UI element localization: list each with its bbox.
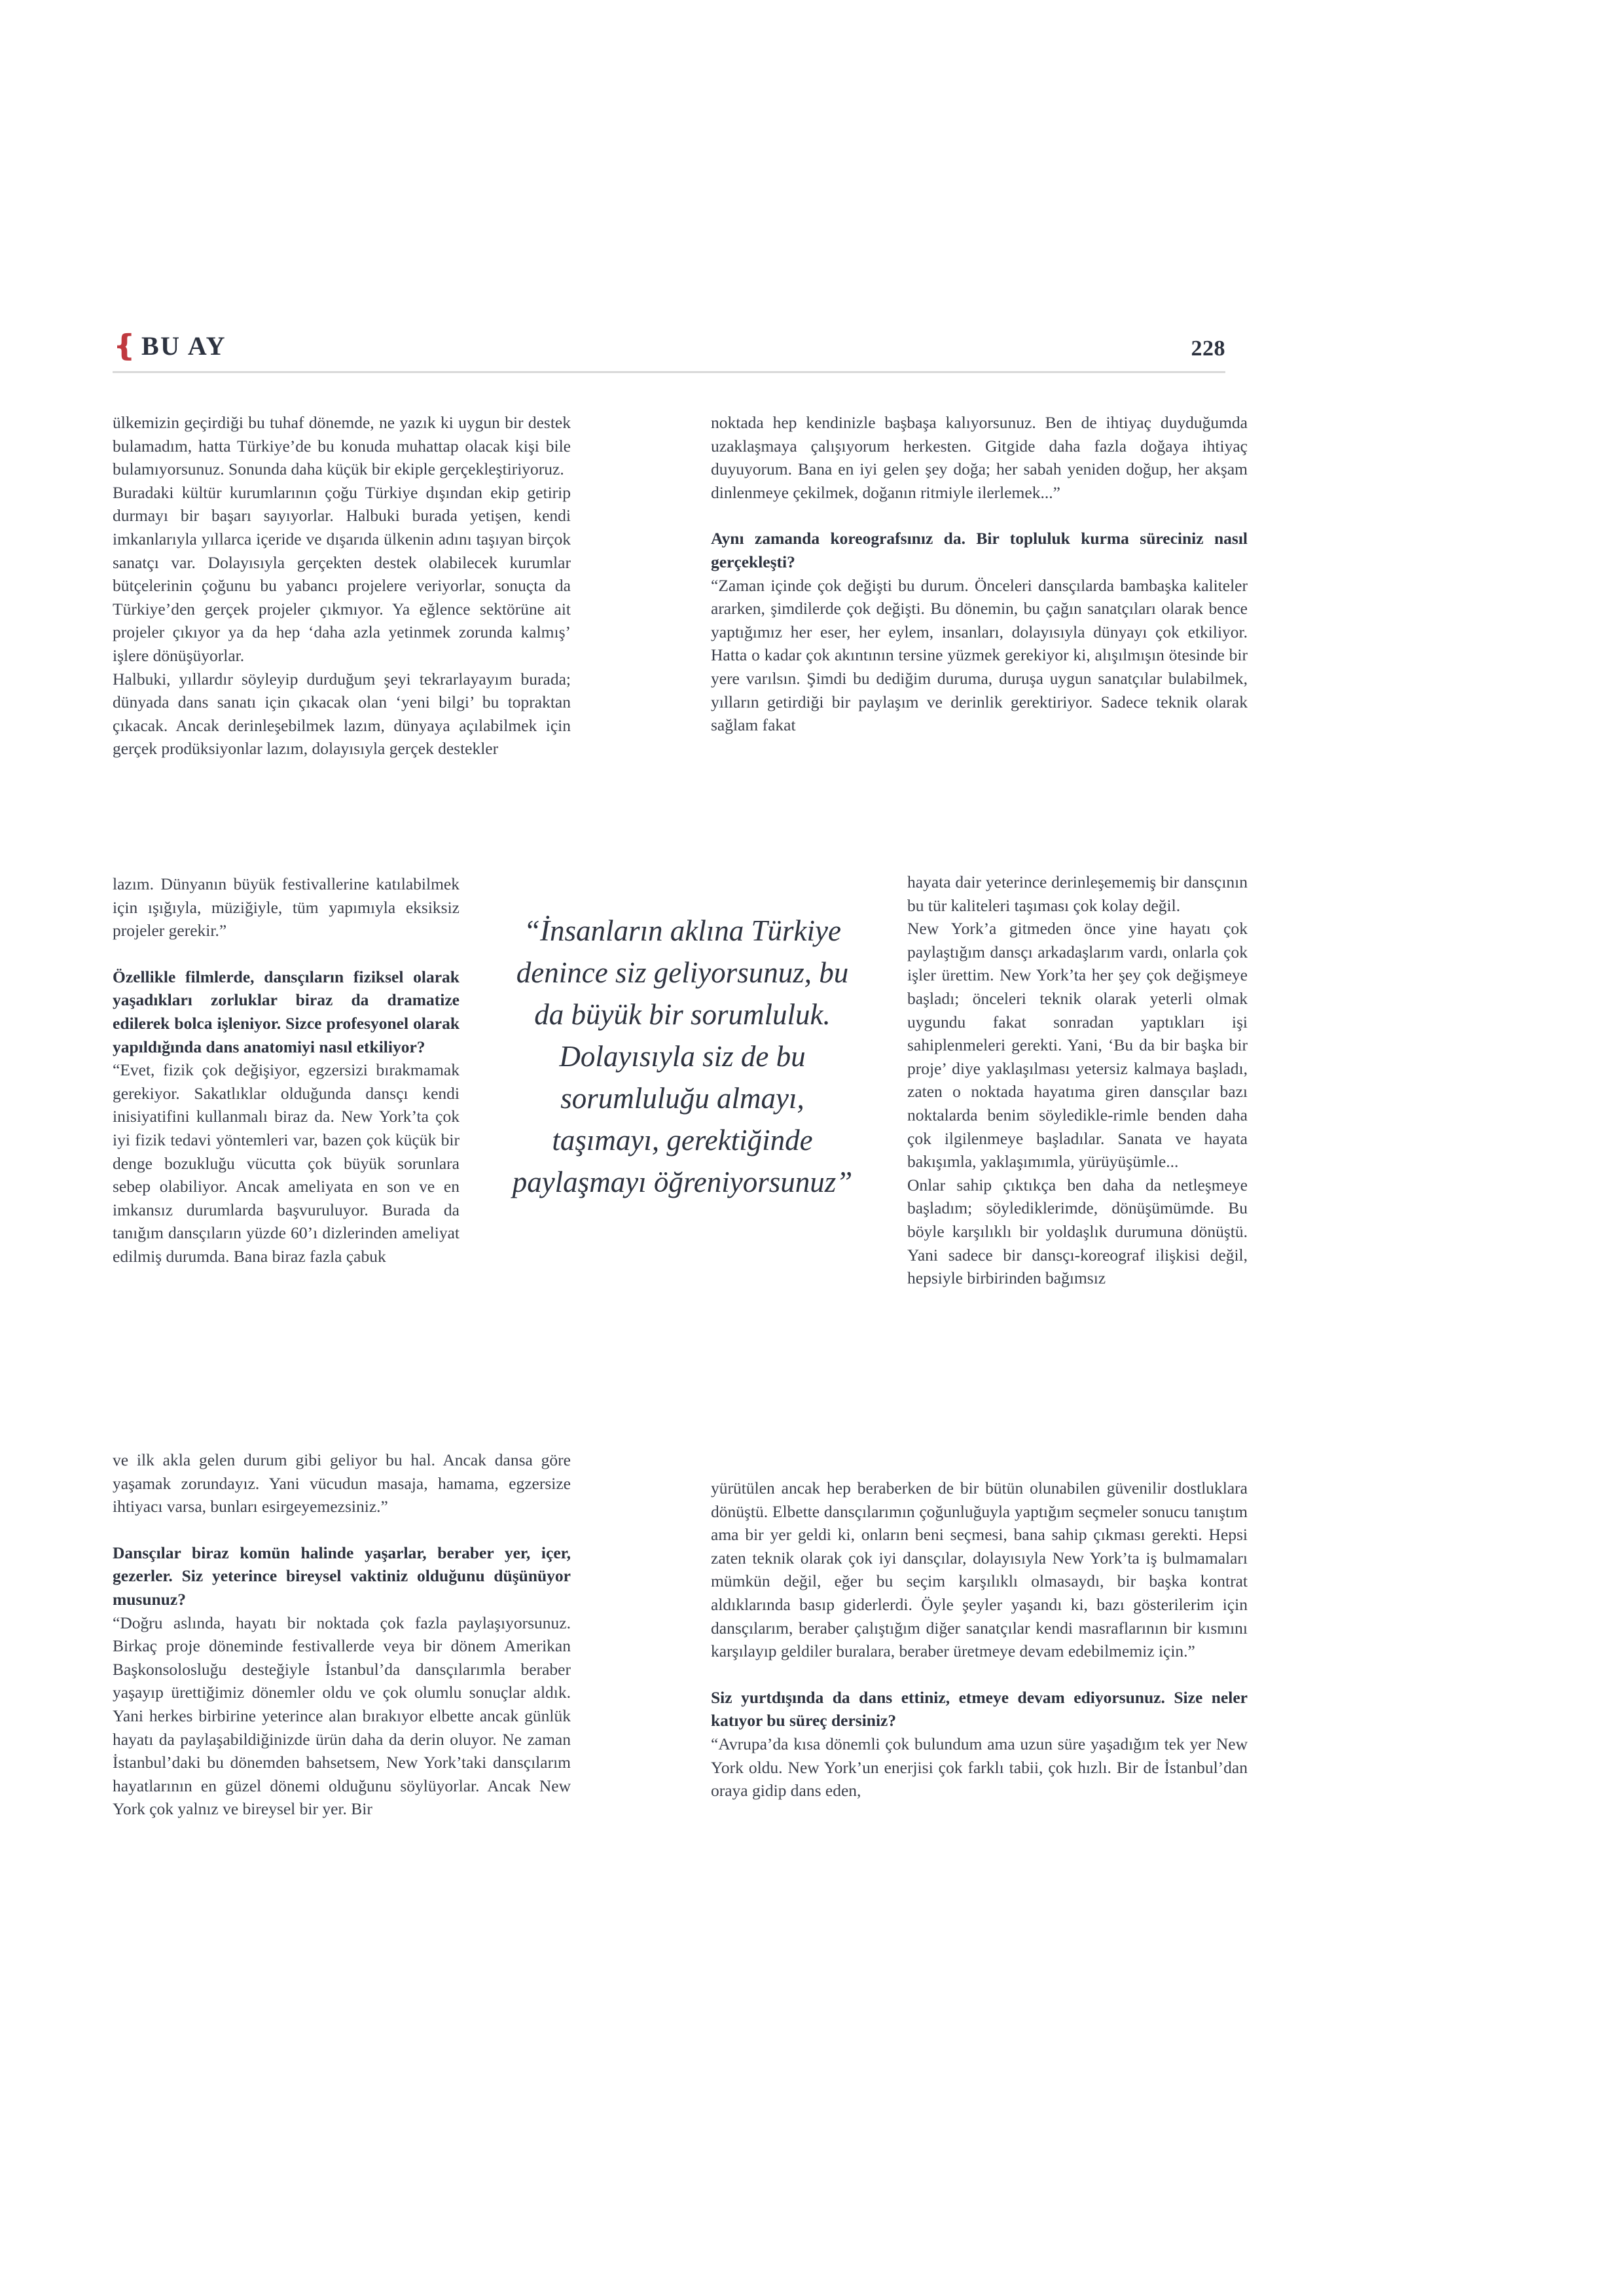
left-column-top [113,411,571,761]
left-column-bottom [113,1448,571,1821]
paragraph: ve ilk akla gelen durum gibi geliyor bu hal. Ancak dansa göre yaşamak zorundayız. Yani vücudun masaja, hamama, egzersize ihtiyacı varsa, bunları esirgeyemezsiniz.” [113,1450,571,1516]
paragraph: “Avrupa’da kısa dönemli çok bulundum ama uzun süre yaşadığım tek yer New York oldu. New York’un enerjisi çok farklı tabii, çok hızlı. Bir de İstanbul’dan oraya gidip dans eden, [711,1734,1248,1801]
paragraph: lazım. Dünyanın büyük festivallerine katılabilmek için ışığıyla, müziğiyle, tüm yapımıyla eksiksiz projeler gerekir.” [113,874,460,941]
paragraph: noktada hep kendinizle başbaşa kalıyorsunuz. Ben de ihtiyaç duyduğumda uzaklaşmaya çalışıyorum herkesten. Gitgide daha fazla doğaya ihtiyaç duyuyorum. Bana en iyi gelen şey doğa; her sabah yeniden doğup, her akşam dinlenmeye çekilmek, doğanın ritmiyle ilerlemek...” [711,413,1248,502]
paragraph: Halbuki, yıllardır söyleyip durduğum şeyi tekrarlayayım burada; dünyada dans sanatı için çıkacak olan ‘yeni bilgi’ bu topraktan çıkacak. Ancak derinleşebilmek lazım, dünyaya açılabilmek için gerçek prodüksiyonlar lazım, dolayısıyla gerçek destekler [113,669,571,759]
interview-question: Siz yurtdışında da dans ettiniz, etmeye devam ediyorsunuz. Size neler katıyor bu süreç dersiniz? [711,1687,1248,1731]
right-column-top [711,411,1248,737]
paragraph: “Doğru aslında, hayatı bir noktada çok fazla paylaşıyorsunuz. Birkaç proje döneminde festivallerde veya bir dönem Amerikan Başkonsolosluğu desteğiyle İstanbul’da dansçılarımla beraber yaşayıp ürettiğimiz dönemler oldu ve çok olumlu sonuçlar aldık. Yani herkes birbirine yeterince alan bırakıyor elbette ancak günlük hayatı da paylaşabildiğinizde ürün daha da derin oluyor. Ne zaman İstanbul’daki bu dönemden bahsetsem, New York’taki dansçılarım hayatlarının en güzel dönemi olduğunu söylüyorlar. Ancak New York çok yalnız ve bireysel bir yer. Bir [113,1613,571,1819]
paragraph: “Evet, fizik çok değişiyor, egzersizi bırakmamak gerekiyor. Sakatlıklar olduğunda dansçı kendi inisiyatifini kullanmalı biraz da. New York’ta çok iyi fizik tedavi yöntemleri var, bazen çok küçük bir denge bozukluğu vücutta çok büyük sorunlara sebep olabiliyor. Ancak ameliyata en son ve en imkansız durumlarda başvuruluyor. Burada da tanığım dansçıların yüzde 60’ı dizlerinden ameliyat edilmiş durumda. Bana biraz fazla çabuk [113,1060,460,1266]
page-number: 228 [1191,336,1225,361]
interview-question: Dansçılar biraz komün halinde yaşarlar, beraber yer, içer, gezerler. Siz yeterince bireysel vaktiniz olduğunu düşünüyor musunuz? [113,1543,571,1609]
interview-question: Özellikle filmlerde, dansçıların fiziksel olarak yaşadıkları zorluklar biraz da dramatize edilerek bolca işleniyor. Sizce profesyonel olarak yapıldığında dans anatomiyi nasıl etkiliyor? [113,967,460,1056]
paragraph: “Zaman içinde çok değişti bu durum. Önceleri dansçılarda bambaşka kaliteler ararken, şimdilerde çok değişti. Bu dönemin, bu çağın sanatçıları olarak bence yaptığımız her eser, her eylem, insanları, dolayısıyla dünyayı çok etkiliyor. Hatta o kadar çok akıntının tersine yüzmek gerekiyor ki, alışılmışın ötesinde bir yere varılsın. Şimdi bu dediğim duruma, duruşa uygun sanatçılar bulabilmek, yılların getirdiği bir paylaşım ve derinlik gerektiriyor. Sadece teknik olarak sağlam fakat [711,575,1248,735]
brand-drop-icon: ❴ [113,329,137,362]
paragraph: yürütülen ancak hep beraberken de bir bütün olunabilen güvenilir dostluklara dönüştü. Elbette dansçılarımın çoğunluğuyla yaptığım seçmeler sonucu tanıştım ama bir yer geldi ki, onların beni seçmesi, bana sahip çıkması gerekti. Hepsi zaten teknik olarak çok iyi dansçılar, dolayısıyla New York’ta iş bulmamaları mümkün değil, eğer bu seçim karşılıklı olmasaydı, bir başka kontrat aldıklarında basıp giderlerdi. Öyle şeyler yaşandı ki, bazı gösterilerim için dansçılarım, beraber çalıştığım diğer sanatçılar kendi masraflarının bir kısmını karşılayıp geldiler buralara, beraber üretmeye devam edebilmemiz için.” [711,1479,1248,1661]
paragraph: New York’a gitmeden önce yine hayatı çok paylaştığım dansçı arkadaşlarım vardı, onlarla çok işler ürettim. New York’ta her şey çok değişmeye başladı; önceleri teknik olarak yeterli olmak uygundu fakat sonradan yaptıkları işi sahiplenmeleri gerekti. Yani, ‘Bu da bir başka bir proje’ diye yaklaşılması yetersiz kalmaya başladı, zaten o noktada hayatıma giren dansçılar bazı noktalarda benim söyledikle-rimle benden daha çok ilgilenmeye başladılar. Sanata ve hayata bakışımla, yaklaşımımla, yürüyüşümle... [907,919,1248,1172]
right-column-bottom [711,1477,1248,1803]
paragraph: Onlar sahip çıktıkça ben daha da netleşmeye başladım; söylediklerimde, dönüşümümde. Bu böyle karşılıklı bir yoldaşlık durumuna dönüştü. Yani sadece bir dansçı-koreograf ilişkisi değil, hepsiyle birbirinden bağımsız [907,1175,1248,1288]
right-column-narrow [907,870,1248,1290]
paragraph: ülkemizin geçirdiği bu tuhaf dönemde, ne yazık ki uygun bir destek bulamadım, hatta Türkiye’de bu konuda muhattap olacak kişi bile bulamıyorsunuz. Sonunda daha küçük bir ekiple gerçekleştiriyoruz. [113,413,571,479]
section-title: BU AY [141,331,226,361]
running-head [113,331,1225,382]
paragraph: Buradaki kültür kurumlarının çoğu Türkiye dışından ekip getirip durmayı bir başarı sayıyorlar. Halbuki burada yetişen, kendi imkanlarıyla yıllarca içeride ve dışarıda ülkenin adını taşıyan birçok sanatçı var. Dolayısıyla gerçekten destek olabilecek kurumlar bütçelerinin çoğunu bu yabancı projelere veriyorlar, sonuçta da Türkiye’den gerçek projeler çıkmıyor. Ya eğlence sektörüne ait projeler çıkıyor ya da hep ‘daha azla yetinmek zorunda kalmış’ işlere dönüşüyorlar. [113,482,571,665]
header-divider [113,371,1225,373]
running-head-row [113,331,1225,370]
paragraph: hayata dair yeterince derinleşememiş bir dansçının bu tür kaliteleri taşıması çok kolay değil. [907,872,1248,915]
interview-question: Aynı zamanda koreografsınız da. Bir topluluk kurma süreciniz nasıl gerçekleşti? [711,529,1248,571]
pull-quote: “İnsanların aklına Türkiye denince siz geliyorsunuz, bu da büyük bir sorumluluk. Dolayısıyla siz de bu sorumluluğu almayı, taşımayı, gerektiğinde paylaşmayı öğreniyorsunuz” [512,914,853,1198]
left-column-narrow [113,872,460,1268]
running-head-brand [113,331,226,361]
